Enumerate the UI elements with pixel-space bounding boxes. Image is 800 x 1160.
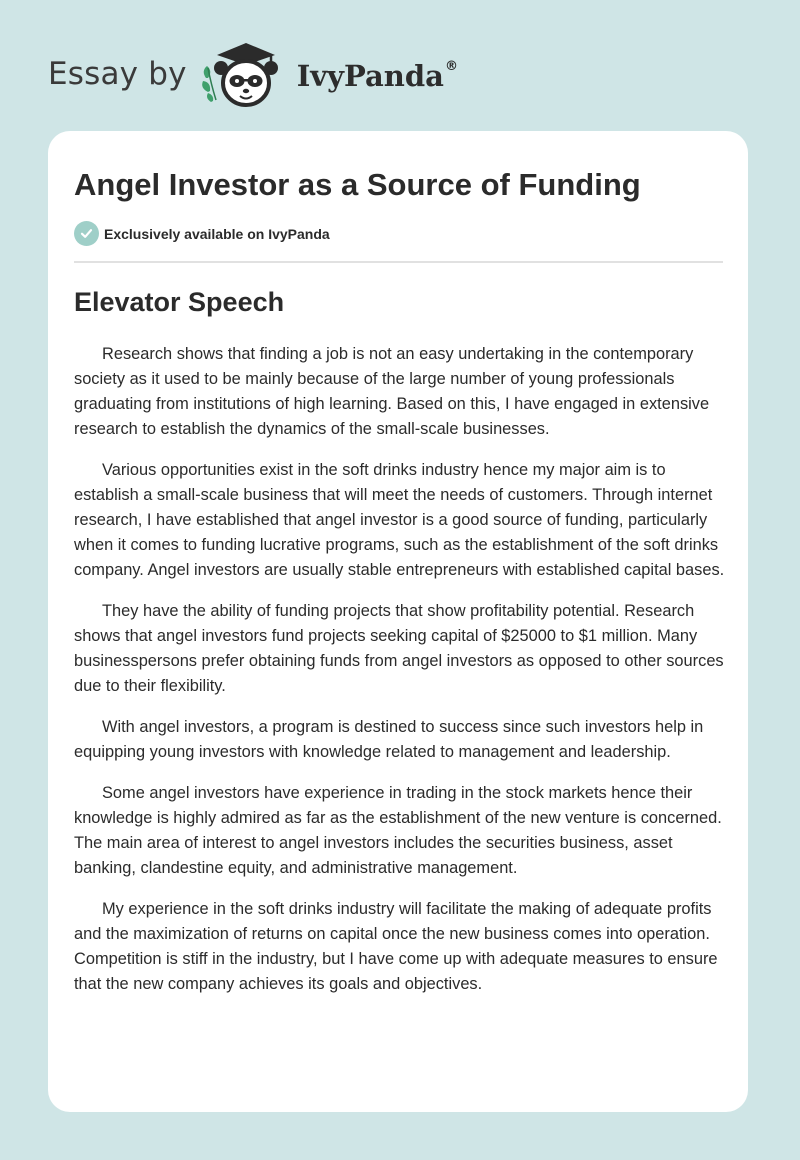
site-header — [48, 38, 458, 110]
section-heading: Elevator Speech — [74, 287, 285, 317]
checkmark-circle-icon — [74, 221, 99, 246]
exclusive-notice — [74, 221, 330, 246]
brand-name[interactable] — [297, 59, 458, 93]
essay-paragraph: My experience in the soft drinks industry will facilitate the making of adequate profits and the maximization of returns on capital once the new business comes into operation. Competition is stiff in the industry, but I have come up with adequate measures to ensure that the new company achieves its goals and objectives. — [74, 900, 718, 993]
essay-paragraph: They have the ability of funding projects that show profitability potential. Research shows that angel investors fund projects seeking capital of $25000 to $1 million. Many businesspersons prefer obtaining funds from angel investors as opposed to other sources due to their flexibility. — [74, 602, 724, 695]
essay-card — [48, 131, 748, 1112]
essay-paragraph: Various opportunities exist in the soft drinks industry hence my major aim is to establish a small-scale business that will meet the needs of customers. Through internet research, I have established that angel investor is a good source of funding, particularly when it comes to funding lucrative programs, such as the establishment of the soft drinks company. Angel investors are usually stable entrepreneurs with established capital bases. — [74, 461, 725, 579]
essay-by-label: Essay by — [48, 56, 187, 92]
essay-paragraph: With angel investors, a program is destined to success since such investors help in equipping young investors with knowledge related to management and leadership. — [74, 718, 704, 761]
panda-graduation-cap-logo[interactable] — [199, 38, 293, 110]
essay-paragraph: Some angel investors have experience in trading in the stock markets hence their knowledge is highly admired as far as the establishment of the new venture is concerned. The main area of interest to angel investors includes the securities business, asset banking, clandestine equity, and administrative management. — [74, 784, 722, 877]
essay-paragraph: Research shows that finding a job is not an easy undertaking in the contemporary society as it used to be mainly because of the large number of young professionals graduating from institutions of high learning. Based on this, I have engaged in extensive research to establish the dynamics of the small-scale businesses. — [74, 345, 710, 438]
exclusive-label: Exclusively available on IvyPanda — [104, 225, 330, 242]
essay-title: Angel Investor as a Source of Funding — [74, 167, 641, 202]
brand-name-text: IvyPanda — [296, 59, 444, 93]
registered-mark: ® — [444, 59, 458, 74]
essay-body — [74, 342, 726, 1013]
divider — [74, 261, 723, 263]
